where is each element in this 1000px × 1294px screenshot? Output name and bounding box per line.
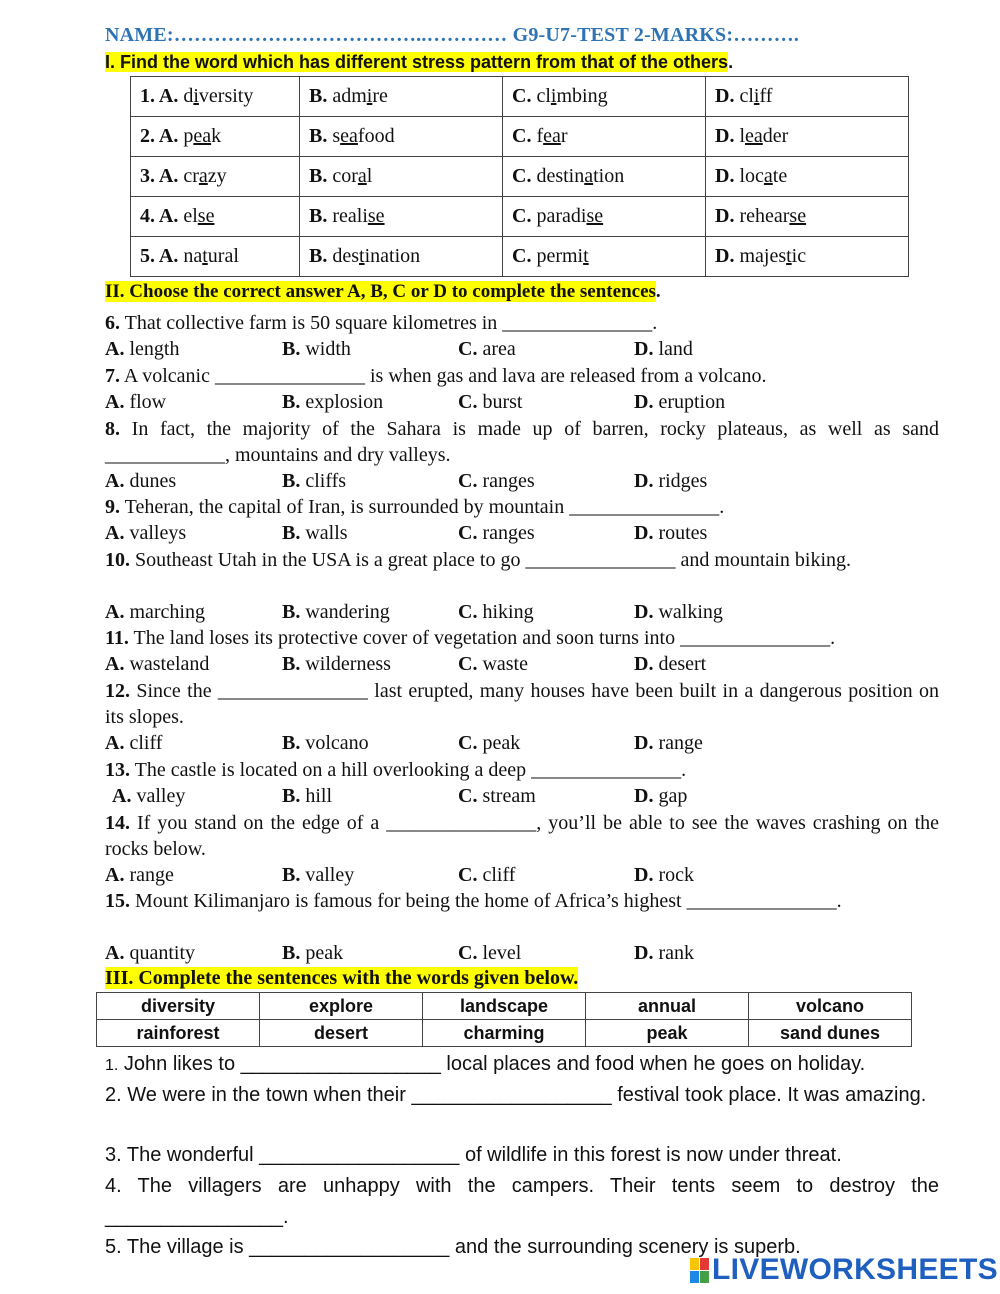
- stress-option: [131, 117, 300, 157]
- word-part: rehear: [739, 205, 790, 227]
- word-part: s: [332, 125, 341, 147]
- question-text: A volcanic _______________ is when gas and lava are released from a volcano.: [120, 365, 767, 387]
- question: [105, 310, 939, 336]
- question-number: 14.: [105, 812, 130, 834]
- section-2-title-text: II. Choose the correct answer A, B, C or D to complete the sentences: [105, 281, 656, 302]
- answer-option[interactable]: [105, 468, 176, 494]
- stress-option: [503, 117, 706, 157]
- answer-option[interactable]: [458, 468, 535, 494]
- word-box-row: [97, 1020, 912, 1047]
- word-part: r: [560, 125, 568, 147]
- stress-row: [131, 117, 909, 157]
- stress-option: [706, 197, 909, 237]
- stress-row: [131, 237, 909, 277]
- word-box-cell: landscape: [423, 993, 586, 1020]
- word-box-cell: peak: [586, 1020, 749, 1047]
- completion-sentence: [105, 1049, 939, 1081]
- option-letter: B.: [282, 732, 301, 754]
- option-text: rock: [658, 864, 694, 886]
- underlined-part: a: [763, 165, 773, 187]
- option-letter: B.: [282, 391, 301, 413]
- option-key: C.: [512, 245, 532, 267]
- option-letter: B.: [282, 522, 301, 544]
- option-text: cliff: [482, 864, 516, 886]
- word-part: der: [762, 125, 789, 147]
- word-part: ic: [791, 245, 807, 267]
- question-number: 11.: [105, 627, 129, 649]
- option-letter: B.: [282, 785, 301, 807]
- word-part: p: [183, 125, 194, 147]
- stress-option: [300, 117, 503, 157]
- option-text: cliff: [129, 732, 163, 754]
- stress-option: [503, 157, 706, 197]
- logo-text: LIVEWORKSHEETS: [712, 1253, 998, 1286]
- underlined-part: a: [198, 165, 208, 187]
- page-header: NAME:………………………………..………… G9-U7-TEST 2-MARKS:……….: [105, 24, 800, 46]
- option-text: land: [658, 338, 693, 360]
- stress-option: [503, 77, 706, 117]
- question-text: If you stand on the edge of a _______________, you’ll be able to see the waves crashing on the rocks below.: [105, 812, 939, 860]
- option-text: cliffs: [305, 470, 347, 492]
- answer-option[interactable]: [282, 783, 332, 809]
- sentence-number: 5.: [105, 1236, 122, 1258]
- stress-option: [131, 237, 300, 277]
- answer-option[interactable]: [634, 599, 723, 625]
- stress-option: [706, 117, 909, 157]
- answer-option[interactable]: [282, 651, 391, 677]
- question-text: The land loses its protective cover of vegetation and soon turns into _______________.: [128, 627, 836, 649]
- sentence-text: The villagers are unhappy with the campers. Their tents seem to destroy the ________________.: [105, 1175, 939, 1228]
- word-part: tion: [593, 165, 625, 187]
- stress-option: [131, 197, 300, 237]
- question-text: Teheran, the capital of Iran, is surrounded by mountain _______________.: [120, 496, 725, 518]
- underlined-part: a: [357, 165, 367, 187]
- option-letter: B.: [282, 864, 301, 886]
- stress-option: [503, 237, 706, 277]
- section-1-title: [105, 52, 733, 73]
- underlined-part: ea: [340, 125, 358, 147]
- word-part: loc: [739, 165, 764, 187]
- option-letter: A.: [105, 732, 125, 754]
- word-box-cell: desert: [260, 1020, 423, 1047]
- option-letter: D.: [634, 338, 654, 360]
- sentence-number: 2.: [105, 1084, 122, 1106]
- answer-option[interactable]: [282, 389, 383, 415]
- option-letter: B.: [282, 470, 301, 492]
- option-letter: D.: [634, 653, 654, 675]
- question-text: That collective farm is 50 square kilometres in _______________.: [120, 312, 658, 334]
- answer-option[interactable]: [634, 520, 707, 546]
- word-box-cell: diversity: [97, 993, 260, 1020]
- option-text: explosion: [305, 391, 384, 413]
- option-letter: A.: [105, 864, 125, 886]
- option-letter: C.: [458, 864, 478, 886]
- option-text: peak: [305, 942, 344, 964]
- question-text: Southeast Utah in the USA is a great place to go _______________ and mountain biking.: [130, 549, 852, 571]
- answer-option[interactable]: [458, 651, 528, 677]
- word-box-cell: volcano: [749, 993, 912, 1020]
- option-text: marching: [129, 601, 205, 623]
- answer-option[interactable]: [634, 336, 693, 362]
- answer-option[interactable]: [458, 599, 534, 625]
- option-letter: D.: [634, 391, 654, 413]
- sentence-text: John likes to __________________ local places and food when he goes on holiday.: [118, 1053, 866, 1075]
- word-part: d: [183, 85, 194, 107]
- option-letter: A.: [105, 653, 125, 675]
- option-letter: D.: [634, 864, 654, 886]
- stress-option: [300, 197, 503, 237]
- option-text: routes: [658, 522, 708, 544]
- option-text: length: [129, 338, 180, 360]
- option-text: ranges: [482, 470, 535, 492]
- answer-option[interactable]: [634, 468, 707, 494]
- word-part: te: [772, 165, 788, 187]
- word-part: des: [332, 245, 360, 267]
- option-key: 5. A.: [140, 245, 179, 267]
- section-1-title-text: I. Find the word which has different stress pattern from that of the others: [105, 52, 729, 72]
- stress-table: [130, 76, 909, 277]
- underlined-part: t: [583, 245, 589, 267]
- word-part: ination: [364, 245, 421, 267]
- question-number: 9.: [105, 496, 120, 518]
- word-box-cell: charming: [423, 1020, 586, 1047]
- underlined-part: se: [197, 205, 215, 227]
- word-box-cell: explore: [260, 993, 423, 1020]
- option-key: B.: [309, 205, 328, 227]
- option-text: waste: [482, 653, 528, 675]
- option-letter: C.: [458, 732, 478, 754]
- option-letter: A.: [105, 391, 125, 413]
- option-text: eruption: [658, 391, 726, 413]
- answer-option[interactable]: [634, 651, 706, 677]
- word-part: cl: [739, 85, 754, 107]
- option-letter: B.: [282, 653, 301, 675]
- question: [105, 416, 939, 468]
- section-3-title: [105, 967, 578, 990]
- answer-option[interactable]: [105, 940, 195, 966]
- option-text: valleys: [129, 522, 187, 544]
- option-key: 2. A.: [140, 125, 179, 147]
- word-part: reali: [332, 205, 368, 227]
- question: [105, 363, 939, 389]
- word-part: versity: [198, 85, 254, 107]
- answer-option[interactable]: [458, 862, 515, 888]
- word-box-table: [96, 992, 912, 1047]
- option-letter: A.: [105, 338, 125, 360]
- option-key: D.: [715, 165, 735, 187]
- option-letter: D.: [634, 732, 654, 754]
- option-key: C.: [512, 125, 532, 147]
- answer-option[interactable]: [105, 599, 205, 625]
- option-text: width: [305, 338, 351, 360]
- answer-option[interactable]: [458, 783, 536, 809]
- question-number: 10.: [105, 549, 130, 571]
- option-letter: A.: [105, 522, 125, 544]
- option-letter: B.: [282, 601, 301, 623]
- answer-option[interactable]: [112, 783, 185, 809]
- underlined-part: se: [789, 205, 807, 227]
- option-text: desert: [658, 653, 707, 675]
- option-key: B.: [309, 85, 328, 107]
- completion-sentence: [105, 1171, 939, 1233]
- question: [105, 494, 939, 520]
- option-key: D.: [715, 85, 735, 107]
- question-number: 7.: [105, 365, 120, 387]
- option-key: 4. A.: [140, 205, 179, 227]
- underlined-part: t: [202, 245, 208, 267]
- option-key: D.: [715, 245, 735, 267]
- option-text: wasteland: [129, 653, 210, 675]
- answer-option[interactable]: [105, 389, 166, 415]
- answer-option[interactable]: [105, 651, 209, 677]
- option-letter: B.: [282, 338, 301, 360]
- word-part: majes: [739, 245, 787, 267]
- question-text: The castle is located on a hill overlooking a deep _______________.: [130, 759, 687, 781]
- completion-sentence: [105, 1080, 939, 1111]
- option-text: hiking: [482, 601, 534, 623]
- answer-option[interactable]: [282, 599, 390, 625]
- option-key: 3. A.: [140, 165, 179, 187]
- option-letter: A.: [112, 785, 132, 807]
- word-part: cr: [183, 165, 199, 187]
- word-part: l: [739, 125, 746, 147]
- underlined-part: i: [753, 85, 760, 107]
- option-text: stream: [482, 785, 536, 807]
- option-key: C.: [512, 85, 532, 107]
- stress-option: [706, 237, 909, 277]
- option-text: wilderness: [305, 653, 391, 675]
- sentence-text: We were in the town when their __________________ festival took place. It was amazing.: [121, 1084, 927, 1106]
- answer-option[interactable]: [634, 940, 694, 966]
- option-text: ridges: [658, 470, 708, 492]
- option-letter: C.: [458, 785, 478, 807]
- option-letter: A.: [105, 470, 125, 492]
- answer-option[interactable]: [282, 336, 351, 362]
- word-part: permi: [536, 245, 584, 267]
- option-text: ranges: [482, 522, 535, 544]
- stress-option: [131, 157, 300, 197]
- option-key: 1. A.: [140, 85, 179, 107]
- word-part: destin: [536, 165, 585, 187]
- question-text: Mount Kilimanjaro is famous for being the home of Africa’s highest _______________.: [130, 890, 842, 912]
- word-part: re: [372, 85, 388, 107]
- liveworksheets-logo: [690, 1253, 998, 1287]
- option-text: gap: [658, 785, 688, 807]
- option-letter: D.: [634, 522, 654, 544]
- underlined-part: i: [550, 85, 557, 107]
- option-key: B.: [309, 165, 328, 187]
- question-number: 15.: [105, 890, 130, 912]
- option-text: wandering: [305, 601, 390, 623]
- word-part: f: [536, 125, 544, 147]
- underlined-part: ea: [745, 125, 763, 147]
- answer-option[interactable]: [105, 336, 179, 362]
- answer-option[interactable]: [634, 389, 725, 415]
- question: [105, 547, 939, 573]
- question-text: In fact, the majority of the Sahara is made up of barren, rocky plateaus, as well as sand ____________, mountains and dry valleys.: [105, 418, 939, 466]
- option-text: range: [129, 864, 174, 886]
- answer-option[interactable]: [282, 730, 369, 756]
- section-2-title: [105, 281, 661, 303]
- word-part: ural: [207, 245, 239, 267]
- option-letter: D.: [634, 470, 654, 492]
- option-text: flow: [129, 391, 167, 413]
- word-box-cell: rainforest: [97, 1020, 260, 1047]
- underlined-part: se: [367, 205, 385, 227]
- word-part: cl: [536, 85, 551, 107]
- stress-row: [131, 157, 909, 197]
- underlined-part: se: [586, 205, 604, 227]
- option-key: C.: [512, 205, 532, 227]
- word-part: adm: [332, 85, 367, 107]
- question-number: 8.: [105, 418, 120, 440]
- answer-option[interactable]: [634, 783, 687, 809]
- option-letter: B.: [282, 942, 301, 964]
- option-letter: D.: [634, 785, 654, 807]
- answer-option[interactable]: [282, 862, 354, 888]
- stress-option: [300, 237, 503, 277]
- word-part: el: [183, 205, 198, 227]
- option-letter: A.: [105, 942, 125, 964]
- answer-option[interactable]: [458, 940, 521, 966]
- answer-option[interactable]: [105, 520, 186, 546]
- sentence-text: The village is __________________ and the surrounding scenery is superb.: [121, 1236, 801, 1258]
- answer-option[interactable]: [282, 520, 348, 546]
- option-letter: C.: [458, 653, 478, 675]
- question: [105, 678, 939, 730]
- option-text: peak: [482, 732, 521, 754]
- question: [105, 625, 939, 651]
- question-number: 12.: [105, 680, 130, 702]
- option-text: dunes: [129, 470, 177, 492]
- option-text: range: [658, 732, 703, 754]
- word-part: na: [183, 245, 203, 267]
- underlined-part: ea: [543, 125, 561, 147]
- option-text: rank: [658, 942, 694, 964]
- option-key: D.: [715, 125, 735, 147]
- word-part: cor: [332, 165, 358, 187]
- option-letter: A.: [105, 601, 125, 623]
- option-key: B.: [309, 125, 328, 147]
- sentence-number: 1.: [105, 1057, 119, 1074]
- stress-option: [300, 77, 503, 117]
- stress-option: [300, 157, 503, 197]
- option-letter: C.: [458, 391, 478, 413]
- question-number: 6.: [105, 312, 120, 334]
- question-number: 13.: [105, 759, 130, 781]
- option-text: quantity: [129, 942, 195, 964]
- answer-option[interactable]: [458, 520, 535, 546]
- stress-row: [131, 197, 909, 237]
- word-part: zy: [207, 165, 227, 187]
- option-text: level: [482, 942, 522, 964]
- option-text: volcano: [305, 732, 369, 754]
- answer-option[interactable]: [282, 468, 346, 494]
- word-part: mbing: [556, 85, 608, 107]
- option-letter: C.: [458, 522, 478, 544]
- underlined-part: ea: [193, 125, 212, 147]
- word-box-cell: annual: [586, 993, 749, 1020]
- question: [105, 757, 939, 783]
- underlined-part: t: [786, 245, 792, 267]
- option-text: walking: [658, 601, 723, 623]
- section-2-title-end: .: [655, 281, 661, 302]
- answer-option[interactable]: [282, 940, 343, 966]
- stress-option: [131, 77, 300, 117]
- sentence-text: The wonderful __________________ of wildlife in this forest is now under threat.: [121, 1144, 842, 1166]
- underlined-part: i: [366, 85, 373, 107]
- option-letter: D.: [634, 601, 654, 623]
- question-text: Since the _______________ last erupted, many houses have been built in a dangerous position on its slopes.: [105, 680, 939, 728]
- word-part: food: [357, 125, 395, 147]
- answer-option[interactable]: [634, 730, 703, 756]
- question: [105, 810, 939, 862]
- option-key: D.: [715, 205, 735, 227]
- option-letter: D.: [634, 942, 654, 964]
- stress-option: [706, 77, 909, 117]
- word-part: k: [211, 125, 222, 147]
- option-key: B.: [309, 245, 328, 267]
- logo-icon: [690, 1257, 710, 1283]
- answer-option[interactable]: [634, 862, 694, 888]
- option-text: area: [482, 338, 516, 360]
- option-text: hill: [305, 785, 333, 807]
- word-part: l: [366, 165, 373, 187]
- stress-option: [503, 197, 706, 237]
- sentence-number: 4.: [105, 1175, 122, 1197]
- completion-sentence: [105, 1140, 939, 1171]
- word-box-row: [97, 993, 912, 1020]
- underlined-part: i: [193, 85, 199, 107]
- option-letter: C.: [458, 942, 478, 964]
- option-text: burst: [482, 391, 523, 413]
- word-part: ff: [759, 85, 773, 107]
- section-1-title-end: .: [728, 52, 734, 72]
- question: [105, 888, 939, 914]
- option-key: C.: [512, 165, 532, 187]
- answer-option[interactable]: [458, 730, 520, 756]
- word-part: paradi: [536, 205, 587, 227]
- section-3-title-text: III. Complete the sentences with the words given below.: [105, 967, 579, 989]
- underlined-part: t: [359, 245, 365, 267]
- stress-option: [706, 157, 909, 197]
- option-text: valley: [305, 864, 355, 886]
- stress-row: [131, 77, 909, 117]
- sentence-number: 3.: [105, 1144, 122, 1166]
- underlined-part: a: [584, 165, 594, 187]
- answer-option[interactable]: [105, 862, 174, 888]
- word-box-cell: sand dunes: [749, 1020, 912, 1047]
- option-letter: C.: [458, 338, 478, 360]
- option-text: valley: [136, 785, 186, 807]
- answer-option[interactable]: [458, 389, 522, 415]
- answer-option[interactable]: [105, 730, 162, 756]
- option-letter: C.: [458, 470, 478, 492]
- option-letter: C.: [458, 601, 478, 623]
- answer-option[interactable]: [458, 336, 516, 362]
- option-text: walls: [305, 522, 348, 544]
